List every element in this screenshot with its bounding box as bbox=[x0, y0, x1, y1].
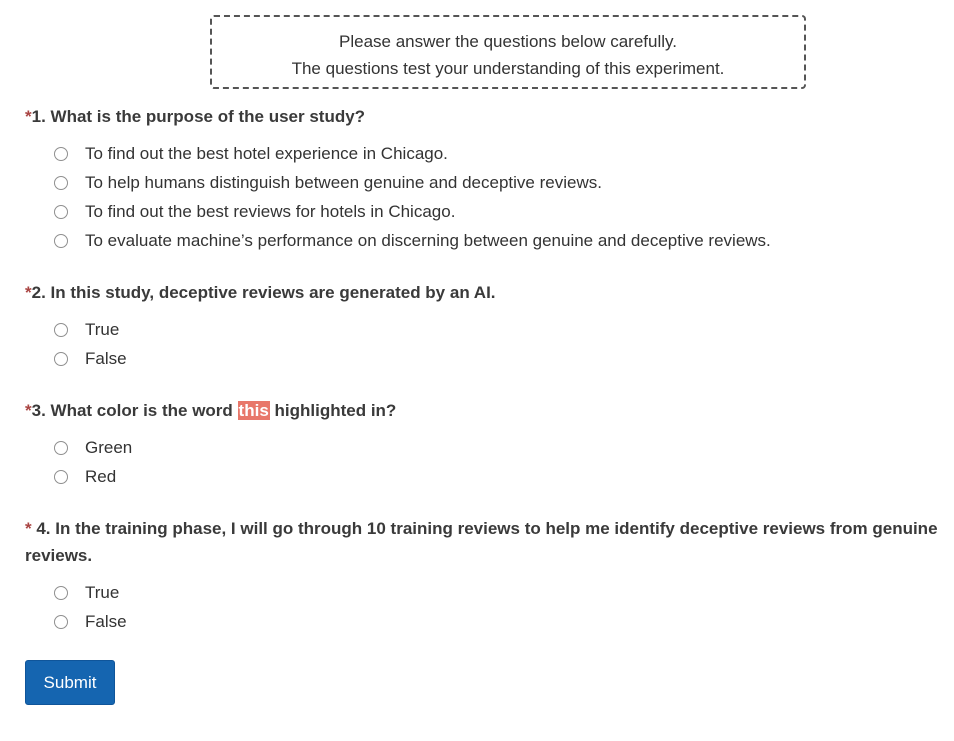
question-4 bbox=[25, 515, 945, 636]
radio-button[interactable] bbox=[54, 176, 68, 190]
notice-line-2: The questions test your understanding of this experiment. bbox=[291, 59, 725, 78]
q2-option-false[interactable] bbox=[25, 344, 945, 373]
radio-button[interactable] bbox=[54, 352, 68, 366]
required-mark: * bbox=[25, 107, 32, 126]
highlighted-word: this bbox=[238, 401, 269, 420]
radio-button[interactable] bbox=[54, 205, 68, 219]
question-1 bbox=[25, 103, 945, 255]
q3-option-green[interactable] bbox=[25, 433, 945, 462]
option-label: To evaluate machine’s performance on discerning between genuine and deceptive reviews. bbox=[85, 230, 771, 250]
q1-option-3[interactable] bbox=[25, 197, 945, 226]
q4-option-false[interactable] bbox=[25, 607, 945, 636]
q1-option-1[interactable] bbox=[25, 139, 945, 168]
option-label: Red bbox=[85, 466, 117, 486]
question-3-text-before: 3. What color is the word bbox=[31, 401, 238, 420]
question-2-options bbox=[25, 315, 945, 373]
submit-button[interactable]: Submit bbox=[25, 660, 115, 705]
question-1-text: 1. What is the purpose of the user study? bbox=[31, 107, 366, 126]
required-mark: * bbox=[25, 283, 32, 302]
question-4-options bbox=[25, 578, 945, 636]
question-3-title bbox=[25, 397, 945, 424]
question-2-text: 2. In this study, deceptive reviews are generated by an AI. bbox=[31, 283, 496, 302]
question-3 bbox=[25, 397, 945, 491]
radio-button[interactable] bbox=[54, 234, 68, 248]
radio-button[interactable] bbox=[54, 615, 68, 629]
option-label: To find out the best hotel experience in Chicago. bbox=[85, 143, 448, 163]
option-label: Green bbox=[85, 437, 133, 457]
q3-option-red[interactable] bbox=[25, 462, 945, 491]
radio-button[interactable] bbox=[54, 586, 68, 600]
question-3-text-after: highlighted in? bbox=[269, 401, 397, 420]
question-3-options bbox=[25, 433, 945, 491]
radio-button[interactable] bbox=[54, 323, 68, 337]
option-label: To find out the best reviews for hotels in Chicago. bbox=[85, 201, 456, 221]
question-2-title bbox=[25, 279, 945, 306]
question-1-options bbox=[25, 139, 945, 255]
notice-line-1: Please answer the questions below carefully. bbox=[339, 32, 677, 51]
instructions-notice bbox=[210, 15, 806, 89]
option-label: To help humans distinguish between genuine and deceptive reviews. bbox=[85, 172, 602, 192]
required-mark: * bbox=[25, 519, 32, 538]
required-mark: * bbox=[25, 401, 32, 420]
q1-option-4[interactable] bbox=[25, 226, 945, 255]
option-label: False bbox=[85, 611, 127, 631]
q1-option-2[interactable] bbox=[25, 168, 945, 197]
option-label: False bbox=[85, 348, 127, 368]
radio-button[interactable] bbox=[54, 147, 68, 161]
question-4-title bbox=[25, 515, 945, 569]
option-label: True bbox=[85, 319, 120, 339]
radio-button[interactable] bbox=[54, 441, 68, 455]
q4-option-true[interactable] bbox=[25, 578, 945, 607]
q2-option-true[interactable] bbox=[25, 315, 945, 344]
question-2 bbox=[25, 279, 945, 373]
question-1-title bbox=[25, 103, 945, 130]
option-label: True bbox=[85, 582, 120, 602]
radio-button[interactable] bbox=[54, 470, 68, 484]
question-4-text: 4. In the training phase, I will go through 10 training reviews to help me identify deceptive reviews from genuine reviews. bbox=[25, 519, 938, 565]
